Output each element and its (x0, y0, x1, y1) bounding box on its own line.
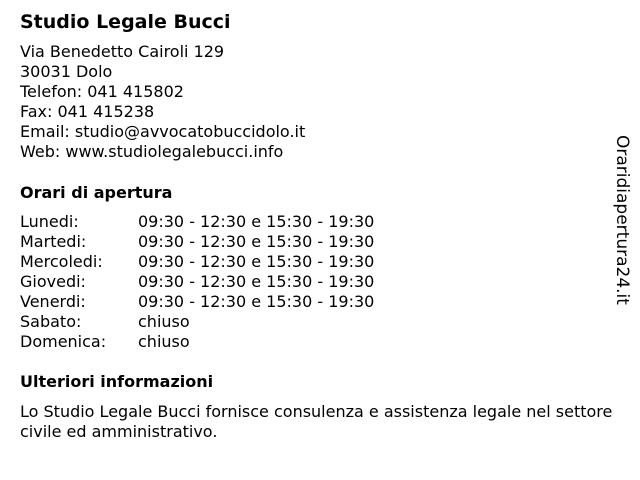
hours-row-tuesday (20, 232, 610, 252)
hours-time: 09:30 - 12:30 e 15:30 - 19:30 (138, 212, 375, 231)
hours-day: Martedi: (20, 232, 87, 251)
hours-time: chiuso (138, 312, 190, 331)
opening-hours-table (20, 212, 610, 352)
hours-day: Giovedi: (20, 272, 86, 291)
hours-row-friday (20, 292, 610, 312)
address-line-1: Via Benedetto Cairoli 129 (20, 42, 225, 61)
business-card (20, 10, 613, 442)
hours-time: 09:30 - 12:30 e 15:30 - 19:30 (138, 292, 375, 311)
hours-row-sunday (20, 332, 610, 352)
fax-line: Fax: 041 415238 (20, 102, 155, 121)
hours-row-wednesday (20, 252, 610, 272)
hours-day: Mercoledi: (20, 252, 103, 271)
hours-day: Lunedi: (20, 212, 79, 231)
web-line: Web: www.studiolegalebucci.info (20, 142, 284, 161)
business-name: Studio Legale Bucci (20, 11, 231, 33)
hours-time: 09:30 - 12:30 e 15:30 - 19:30 (138, 232, 375, 251)
address-line-2: 30031 Dolo (20, 62, 113, 81)
opening-hours-title: Orari di apertura (20, 183, 173, 202)
hours-day: Venerdi: (20, 292, 86, 311)
hours-row-thursday (20, 272, 610, 292)
hours-day: Sabato: (20, 312, 82, 331)
site-brand-vertical: Oraridiapertura24.it (612, 135, 632, 305)
hours-row-saturday (20, 312, 610, 332)
more-info-title: Ulteriori informazioni (20, 372, 214, 391)
contact-details (20, 42, 610, 162)
hours-day: Domenica: (20, 332, 107, 351)
email-line: Email: studio@avvocatobuccidolo.it (20, 122, 306, 141)
phone-line: Telefon: 041 415802 (20, 82, 184, 101)
hours-row-monday (20, 212, 610, 232)
more-info-text: Lo Studio Legale Bucci fornisce consulenza e assistenza legale nel settore civile ed amministrativo. (20, 402, 613, 441)
hours-time: 09:30 - 12:30 e 15:30 - 19:30 (138, 252, 375, 271)
hours-time: chiuso (138, 332, 190, 351)
hours-time: 09:30 - 12:30 e 15:30 - 19:30 (138, 272, 375, 291)
